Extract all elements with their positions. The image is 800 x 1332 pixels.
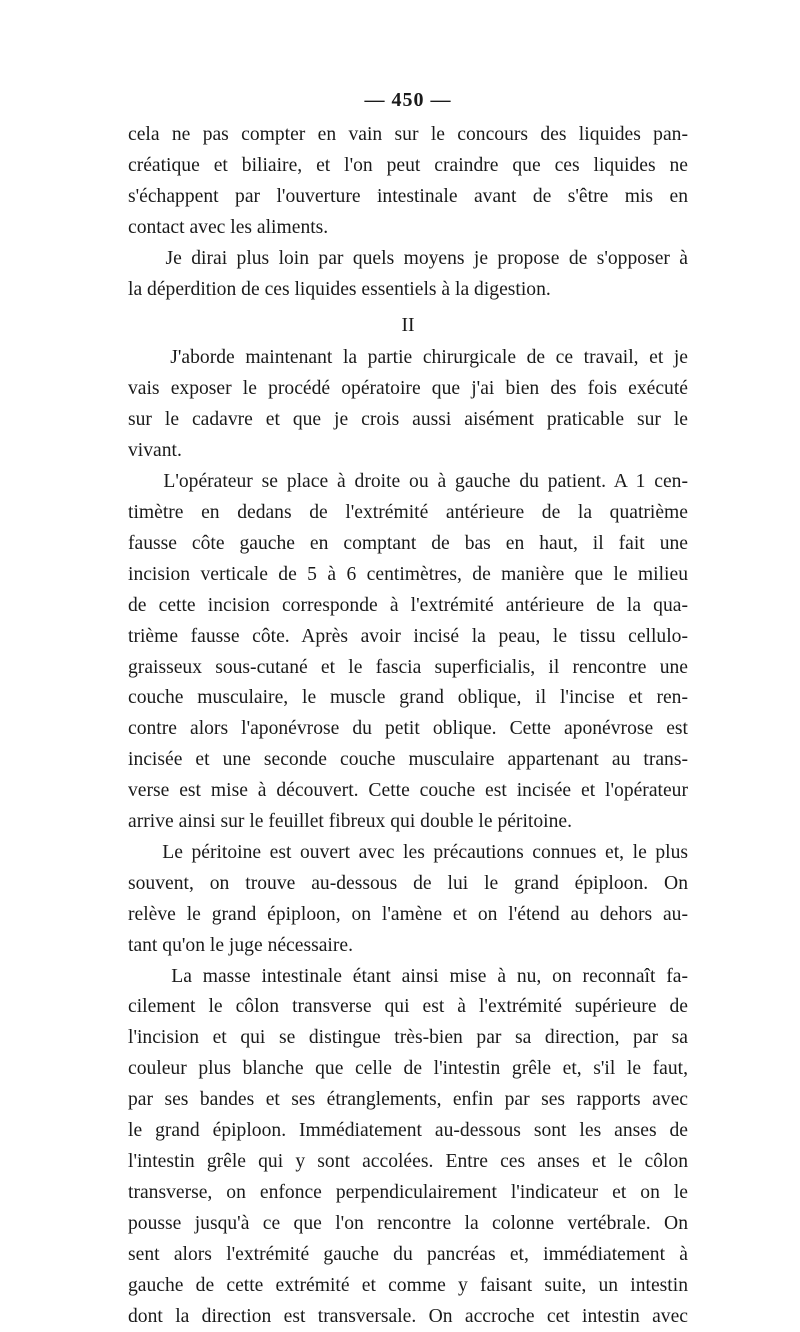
paragraph-5 xyxy=(128,838,688,962)
text-line: vivant. xyxy=(128,440,182,462)
text-line: sur le cadavre et que je crois aussi aisément praticable sur le xyxy=(128,409,688,431)
text-line: de cette incision corresponde à l'extrémité antérieure de la qua- xyxy=(128,594,688,616)
text-line: contre alors l'aponévrose du petit oblique. Cette aponévrose est xyxy=(128,718,688,740)
text-line: vais exposer le procédé opératoire que j'ai bien des fois exécuté xyxy=(128,378,688,400)
text-line: contact avec les aliments. xyxy=(128,216,329,238)
text-line: sent alors l'extrémité gauche du pancréas et, immédiatement à xyxy=(128,1243,688,1265)
text-line: l'intestin grêle qui y sont accolées. Entre ces anses et le côlon xyxy=(128,1151,688,1172)
text-line: la déperdition de ces liquides essentiels à la digestion. xyxy=(128,278,551,300)
paragraph-6 xyxy=(128,962,688,1332)
text-line: arrive ainsi sur le feuillet fibreux qui double le péritoine. xyxy=(128,811,572,833)
paragraph-3 xyxy=(128,343,688,467)
text-line: fausse côte gauche en comptant de bas en haut, il fait une xyxy=(128,532,688,554)
text-line: incisée et une seconde couche musculaire appartenant au trans- xyxy=(128,749,688,771)
text-line: cilement le côlon transverse qui est à l'extrémité supérieure de xyxy=(128,996,688,1018)
text-line: graisseux sous-cutané et le fascia superficialis, il rencontre une xyxy=(128,656,688,678)
text-line: trième fausse côte. Après avoir incisé la peau, le tissu cellulo- xyxy=(128,625,688,647)
text-line: le grand épiploon. Immédiatement au-dessous sont les anses de xyxy=(128,1120,688,1142)
text-line: l'incision et qui se distingue très-bien par sa direction, par sa xyxy=(128,1027,688,1049)
text-line: dont la direction est transversale. On accroche cet intestin avec xyxy=(128,1305,688,1327)
text-line: verse est mise à découvert. Cette couche est incisée et l'opérateur xyxy=(128,780,688,802)
page xyxy=(128,86,688,1332)
text-line: La masse intestinale étant ainsi mise à nu, on reconnaît fa- xyxy=(128,965,688,987)
text-line: cela ne pas compter en vain sur le concours des liquides pan- xyxy=(128,124,688,145)
paragraph-4 xyxy=(128,467,688,838)
text-line: J'aborde maintenant la partie chirurgicale de ce travail, et je xyxy=(128,347,688,369)
text-line: gauche de cette extrémité et comme y faisant suite, un intestin xyxy=(128,1274,688,1296)
text-line: par ses bandes et ses étranglements, enfin par ses rapports avec xyxy=(128,1089,688,1111)
page-number: — 450 — xyxy=(364,89,452,111)
text-line: s'échappent par l'ouverture intestinale avant de s'être mis en xyxy=(128,185,688,207)
text-line: pousse jusqu'à ce que l'on rencontre la colonne vertébrale. On xyxy=(128,1212,688,1234)
text-line: créatique et biliaire, et l'on peut craindre que ces liquides ne xyxy=(128,154,688,176)
text-line: incision verticale de 5 à 6 centimètres, de manière que le milieu xyxy=(128,563,688,585)
text-line: couleur plus blanche que celle de l'intestin grêle et, s'il le faut, xyxy=(128,1058,688,1080)
paragraph-1 xyxy=(128,120,688,244)
text-line: L'opérateur se place à droite ou à gauche du patient. A 1 cen- xyxy=(128,471,688,493)
paragraph-2 xyxy=(128,244,688,306)
text-line: transverse, on enfonce perpendiculairement l'indicateur et on le xyxy=(128,1181,688,1203)
text-line: timètre en dedans de l'extrémité antérieure de la quatrième xyxy=(128,501,688,523)
text-line: souvent, on trouve au-dessous de lui le grand épiploon. On xyxy=(128,872,688,894)
text-line: relève le grand épiploon, on l'amène et on l'étend au dehors au- xyxy=(128,903,688,925)
text-line: Le péritoine est ouvert avec les précautions connues et, le plus xyxy=(128,841,688,863)
text-line: tant qu'on le juge nécessaire. xyxy=(128,934,353,956)
section-heading: II xyxy=(401,315,415,337)
text-line: couche musculaire, le muscle grand oblique, il l'incise et ren- xyxy=(128,687,688,709)
text-line: Je dirai plus loin par quels moyens je propose de s'opposer à xyxy=(128,247,688,269)
